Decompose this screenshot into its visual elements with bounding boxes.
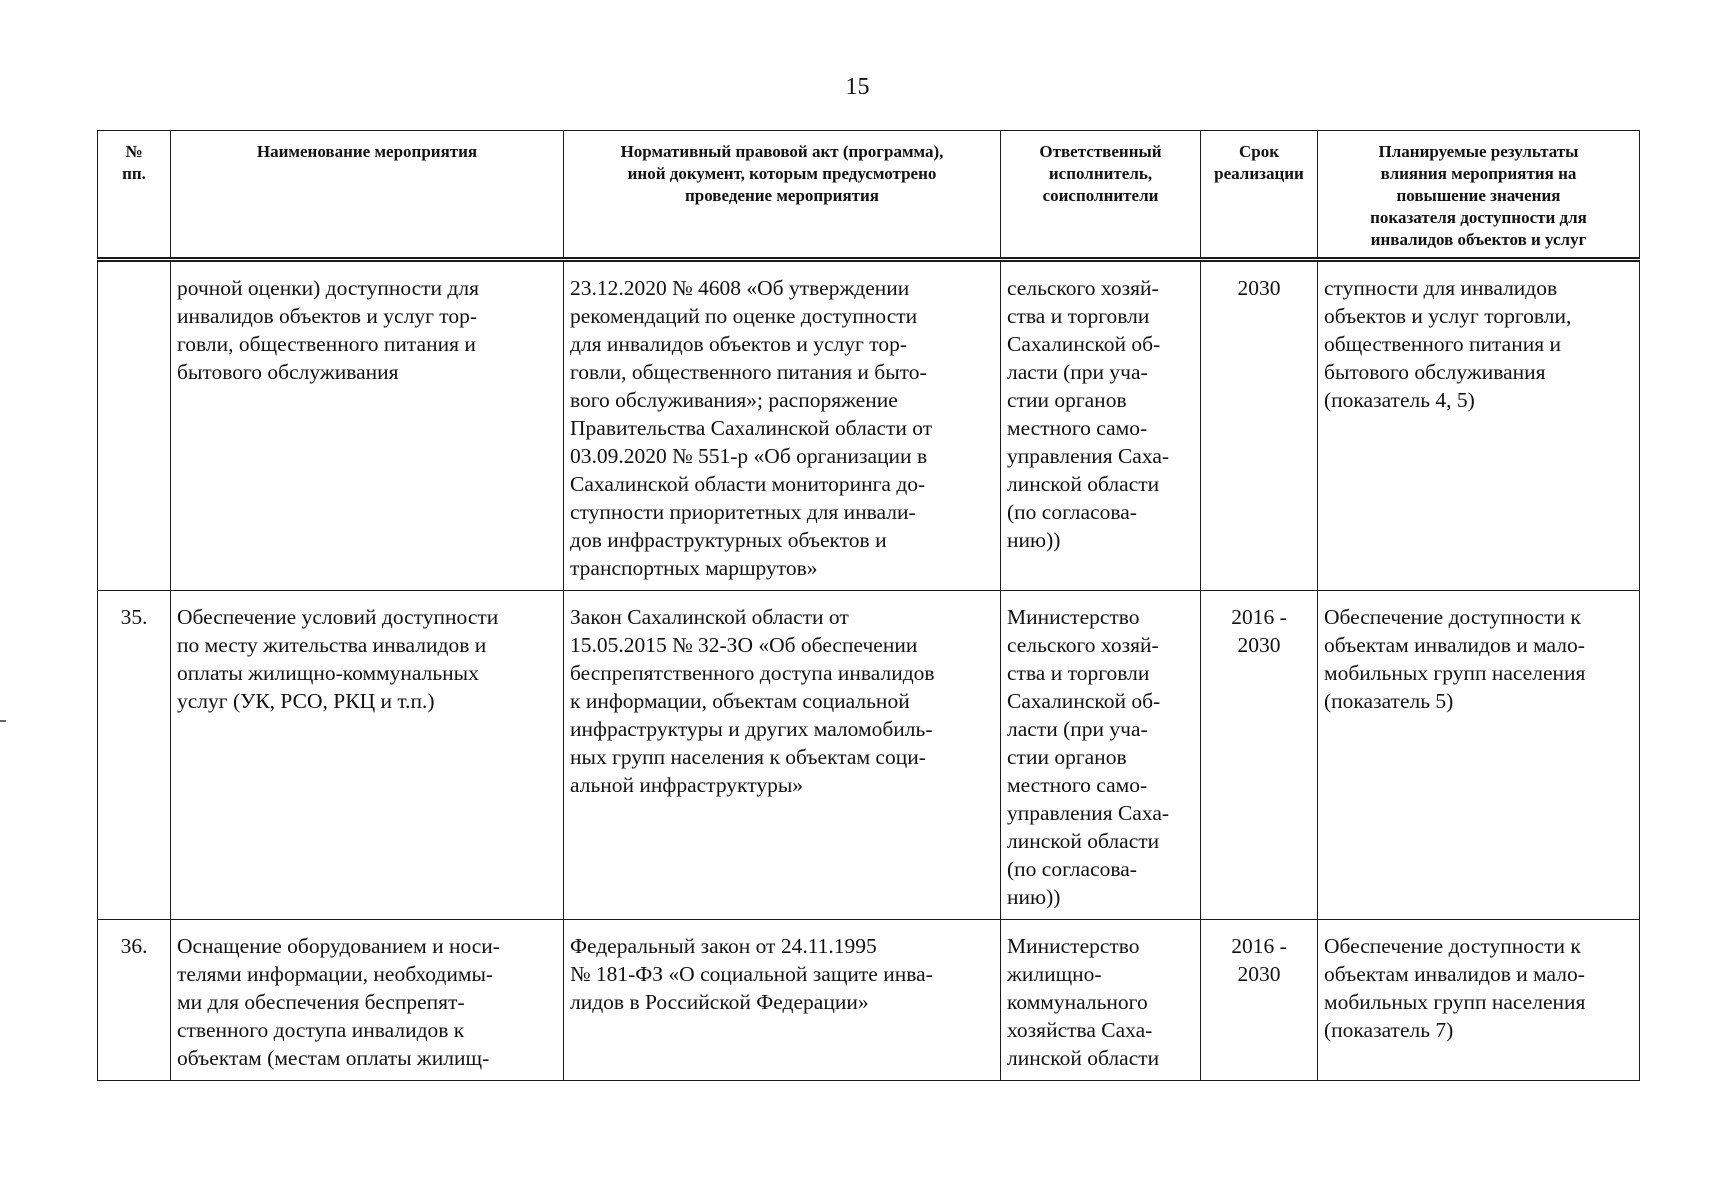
cell-name: рочной оценки) доступности для инвалидов объектов и услуг тор- говли, общественного питания и бытового обслуживания	[171, 260, 564, 591]
cell-act: Закон Сахалинской области от 15.05.2015 № 32-ЗО «Об обеспечении беспрепятственного доступа инвалидов к информации, объектам социальной инфраструктуры и других маломобиль- ных групп населения к объектам соци- альной инфраструктуры»	[564, 591, 1001, 920]
cell-results: Обеспечение доступности к объектам инвалидов и мало- мобильных групп населения (показатель 5)	[1318, 591, 1640, 920]
cell-num: 35.	[98, 591, 171, 920]
cell-num	[98, 260, 171, 591]
cell-period: 2030	[1201, 260, 1318, 591]
table-row	[98, 920, 1640, 1081]
cell-period: 2016 - 2030	[1201, 591, 1318, 920]
cell-executor: Министерство сельского хозяй- ства и торговли Сахалинской об- ласти (при уча- стии органов местного само- управления Саха- линской области (по согласова- нию))	[1001, 591, 1201, 920]
measures-table	[97, 130, 1640, 1081]
cell-name: Обеспечение условий доступности по месту жительства инвалидов и оплаты жилищно-коммунальных услуг (УК, РСО, РКЦ и т.п.)	[171, 591, 564, 920]
cell-act: 23.12.2020 № 4608 «Об утверждении рекомендаций по оценке доступности для инвалидов объектов и услуг тор- говли, общественного питания и быто- вого обслуживания»; распоряжение Правительства Сахалинской области от 03.09.2020 № 551-р «Об организации в Сахалинской области мониторинга до- ступности приоритетных для инвали- дов инфраструктурных объектов и транспортных маршрутов»	[564, 260, 1001, 591]
table-header-row	[98, 131, 1640, 260]
cell-name: Оснащение оборудованием и носи- телями информации, необходимы- ми для обеспечения беспрепят- ственного доступа инвалидов к объектам (местам оплаты жилищ-	[171, 920, 564, 1081]
cell-results: ступности для инвалидов объектов и услуг торговли, общественного питания и бытового обслуживания (показатель 4, 5)	[1318, 260, 1640, 591]
cell-period: 2016 - 2030	[1201, 920, 1318, 1081]
table-row	[98, 260, 1640, 591]
cell-results: Обеспечение доступности к объектам инвалидов и мало- мобильных групп населения (показатель 7)	[1318, 920, 1640, 1081]
header-results: Планируемые результаты влияния мероприятия на повышение значения показателя доступности для инвалидов объектов и услуг	[1318, 131, 1640, 260]
header-period: Срок реализации	[1201, 131, 1318, 260]
cell-num: 36.	[98, 920, 171, 1081]
cell-executor: сельского хозяй- ства и торговли Сахалинской об- ласти (при уча- стии органов местного само- управления Саха- линской области (по согласова- нию))	[1001, 260, 1201, 591]
header-num: № пп.	[98, 131, 171, 260]
header-name: Наименование мероприятия	[171, 131, 564, 260]
header-executor: Ответственный исполнитель, соисполнители	[1001, 131, 1201, 260]
table-row	[98, 591, 1640, 920]
header-act: Нормативный правовой акт (программа), иной документ, которым предусмотрено проведение мероприятия	[564, 131, 1001, 260]
scan-edge-mark	[0, 720, 6, 722]
cell-executor: Министерство жилищно- коммунального хозяйства Саха- линской области	[1001, 920, 1201, 1081]
cell-act: Федеральный закон от 24.11.1995 № 181-ФЗ «О социальной защите инва- лидов в Российской Федерации»	[564, 920, 1001, 1081]
page-number: 15	[845, 74, 870, 100]
